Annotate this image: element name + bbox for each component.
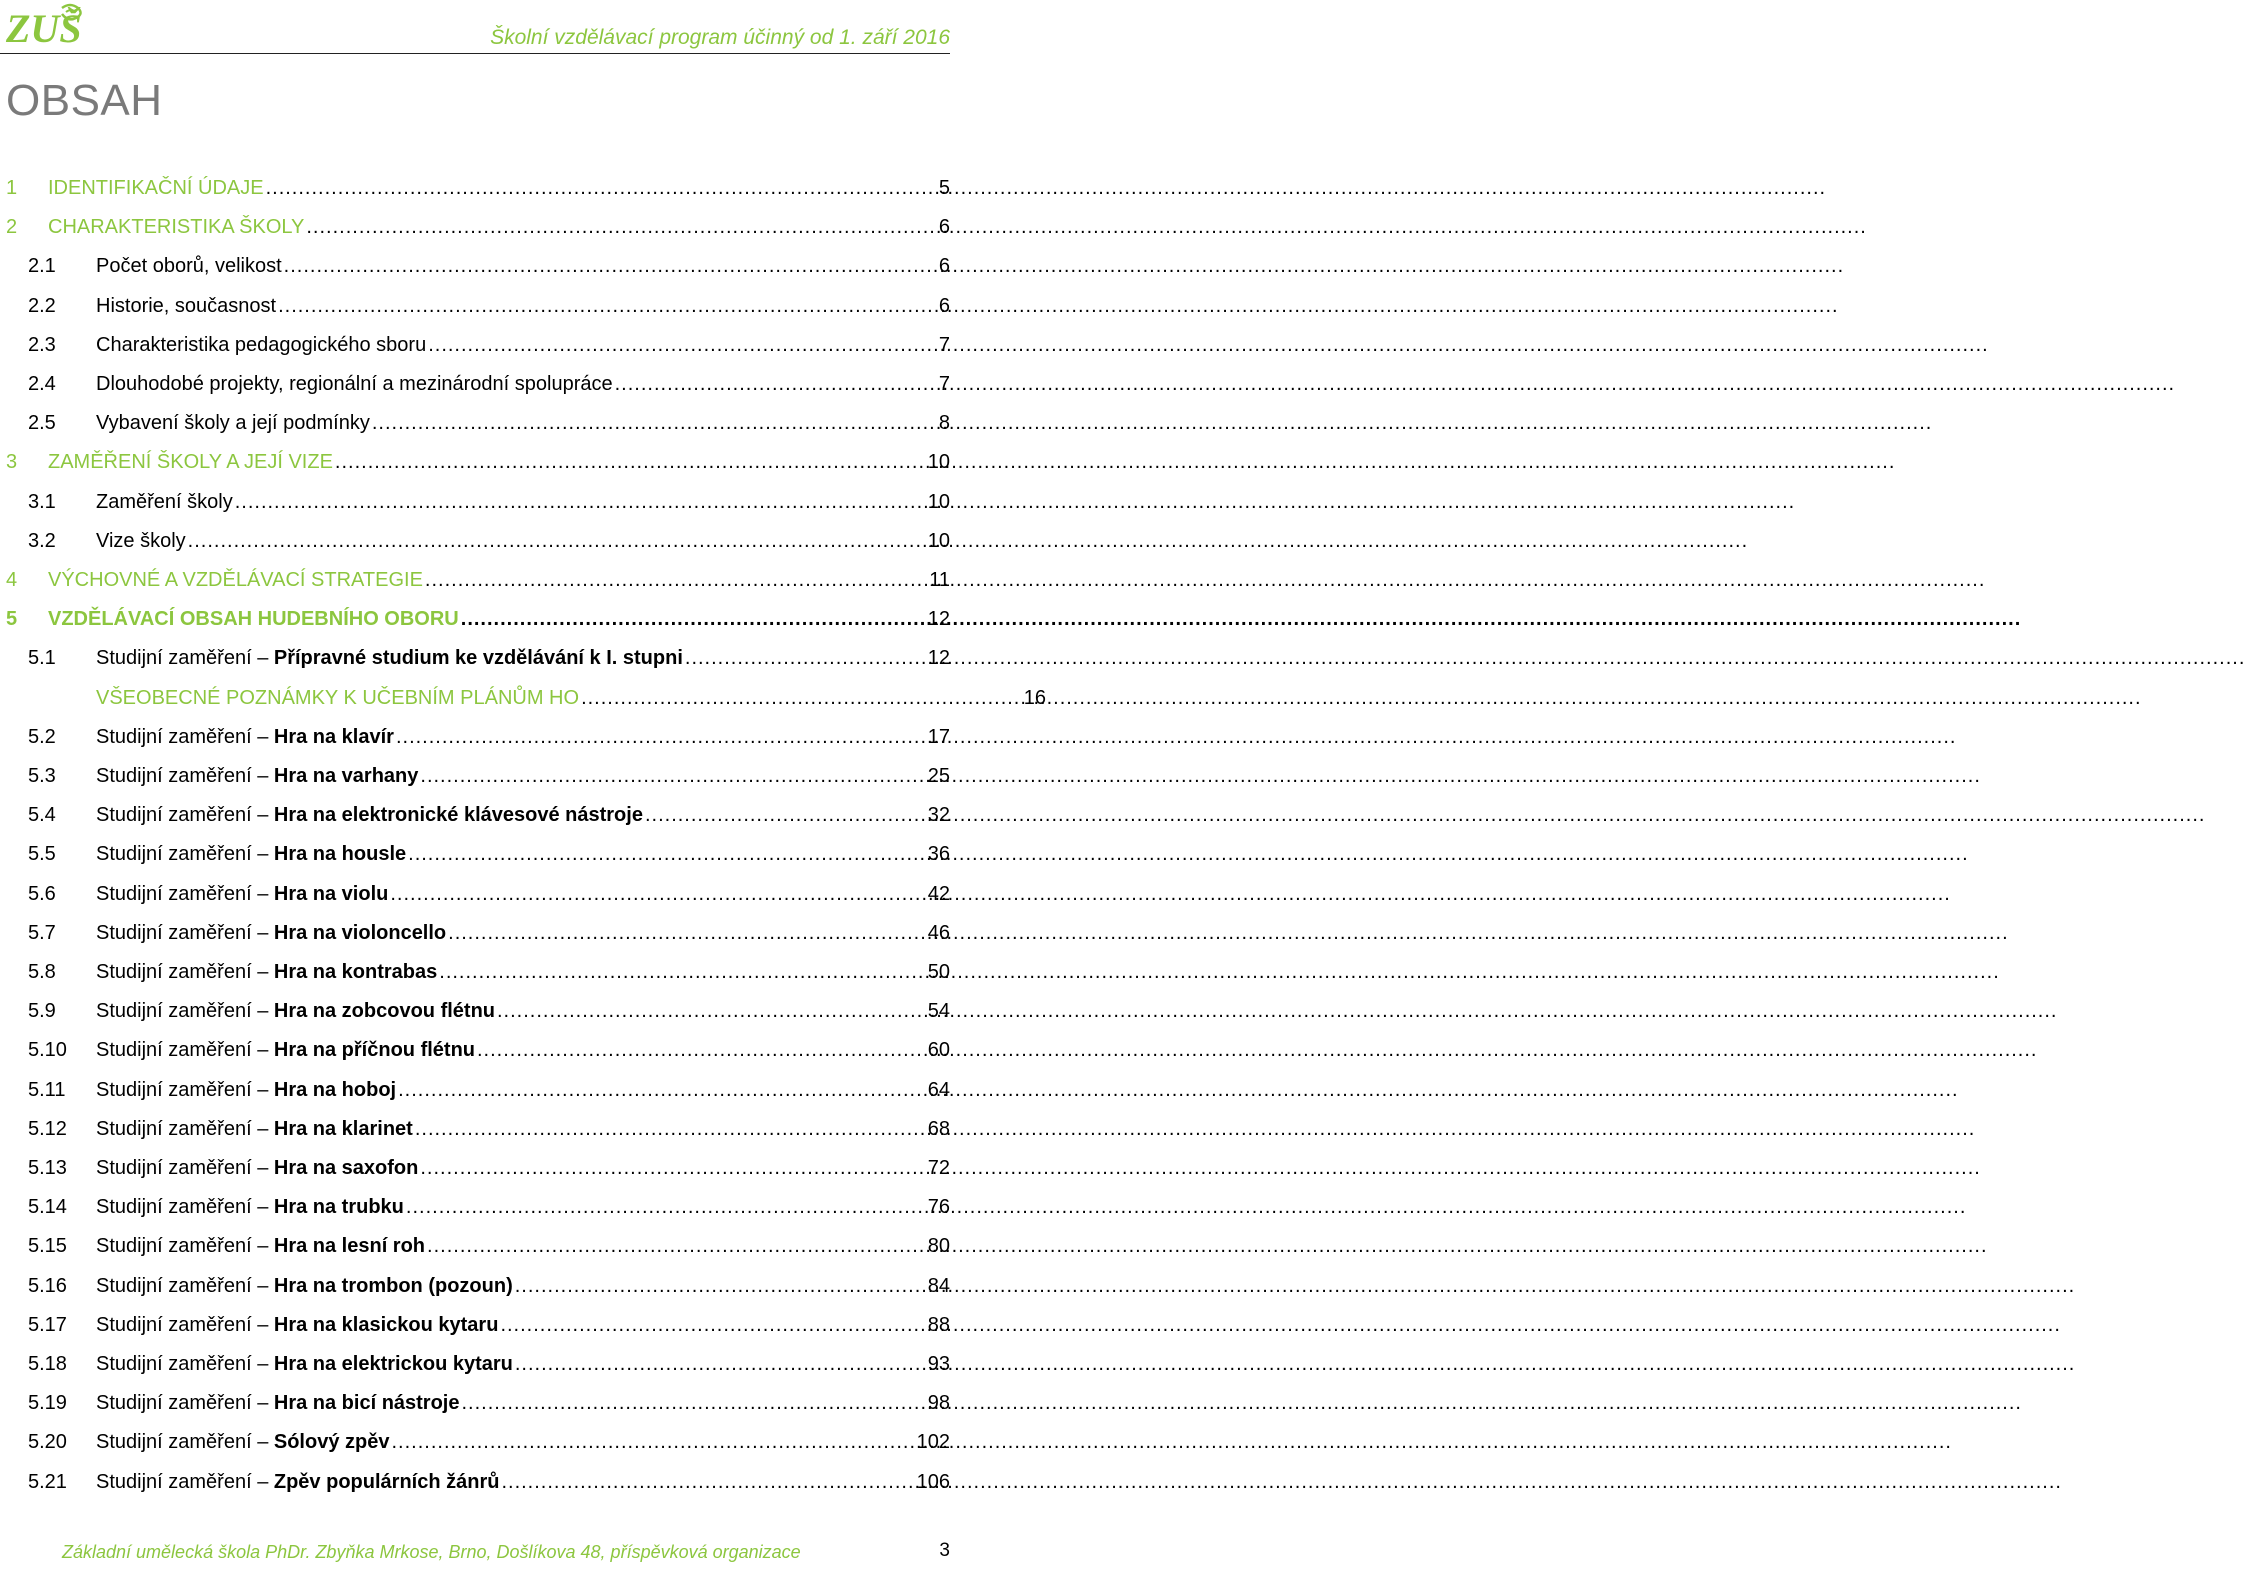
toc-entry-prefix: Studijní zaměření – [96,921,274,944]
toc-entry-prefix: Studijní zaměření – [96,1196,274,1219]
toc-entry[interactable] [0,993,950,1023]
toc-entry-page: 46 [927,921,950,944]
toc-entry-page: 88 [927,1313,950,1336]
toc-dot-leader [390,882,925,906]
toc-entry-prefix: Studijní zaměření – [96,1039,274,1062]
toc-entry-prefix: Studijní zaměření – [96,1078,274,1101]
toc-entry-number: 2.3 [28,333,56,356]
toc-dot-leader [420,1156,925,1180]
toc-dot-leader [645,803,926,827]
toc-dot-leader [391,1430,914,1454]
toc-entry-number: 5.13 [28,1157,67,1179]
toc-entry-title: Vybavení školy a její podmínky [96,412,370,435]
toc-entry[interactable] [0,209,950,239]
toc-entry-number: 3 [6,451,18,474]
toc-entry-subject: Hra na zobcovou flétnu [273,1000,495,1023]
toc-entry-page: 84 [927,1274,950,1297]
toc-entry-title [96,803,643,827]
toc-entry-title: Historie, současnost [96,294,277,317]
toc-entry-subject: Hra na kontrabas [273,961,438,983]
toc-entry-number: 5.20 [28,1431,67,1454]
toc-entry-subject: Hra na housle [273,843,407,866]
toc-entry-page: 102 [916,1431,950,1454]
toc-entry-prefix: Studijní zaměření – [96,1392,274,1415]
toc-entry-number: 2.5 [28,412,56,435]
toc-entry-title: Charakteristika pedagogického sboru [96,333,427,356]
toc-dot-leader [439,960,925,984]
toc-entry[interactable] [0,601,950,631]
page-title: OBSAH [6,76,163,125]
toc-entry-title [96,1156,418,1180]
toc-entry-number: 5 [6,608,18,631]
toc-entry-page: 5 [938,177,950,199]
toc-entry-prefix: Studijní zaměření – [96,647,274,670]
toc-entry[interactable] [0,797,950,827]
toc-entry-page: 54 [927,1000,950,1023]
toc-entry-prefix: Studijní zaměření – [96,1274,274,1297]
toc-entry-page: 11 [929,569,950,591]
toc-entry-page: 32 [927,804,950,827]
toc-dot-leader [278,294,937,318]
toc-entry-prefix: Studijní zaměření – [96,725,274,748]
toc-entry-title [96,1352,513,1376]
toc-entry-number: 5.18 [28,1353,67,1375]
toc-entry-number: 5.14 [28,1196,67,1219]
toc-entry-number: 5.6 [28,882,56,905]
toc-entry-subject: Zpěv populárních žánrů [273,1470,500,1493]
toc-dot-leader [235,490,926,514]
toc-entry-subject: Hra na trombon (pozoun) [273,1274,513,1297]
toc-dot-leader [448,921,926,945]
toc-dot-leader [396,725,926,749]
toc-dot-leader [515,1274,926,1298]
toc-entry[interactable] [0,1150,950,1180]
toc-entry[interactable] [0,1032,950,1062]
toc-dot-leader [462,1391,926,1415]
toc-dot-leader [428,333,937,357]
toc-entry-title [96,1391,460,1415]
toc-entry[interactable] [0,484,950,514]
toc-entry-title [96,1234,425,1258]
toc-entry-title: Dlouhodobé projekty, regionální a mezinárodní spolupráce [96,373,613,395]
toc-entry-prefix: Studijní zaměření – [96,765,274,787]
toc-entry[interactable] [0,562,950,592]
toc-entry-title [96,1430,389,1454]
toc-entry-subject: Hra na hoboj [273,1078,397,1101]
toc-entry-number: 5.12 [28,1117,67,1140]
toc-entry-subject: Hra na klarinet [273,1117,413,1140]
toc-entry-title: VZDĚLÁVACÍ OBSAH HUDEBNÍHO OBORU [48,608,459,631]
toc-entry-page: 7 [938,333,950,356]
toc-dot-leader [415,1117,926,1141]
toc-entry-number: 2.4 [28,373,56,395]
toc-entry-page: 10 [927,490,950,513]
toc-dot-leader [188,529,926,553]
toc-entry-number: 5.11 [28,1078,66,1101]
toc-entry-title [96,921,446,945]
toc-dot-leader [500,1313,925,1337]
toc-entry-page: 42 [927,882,950,905]
toc-entry-subject: Přípravné studium ke vzdělávání k I. stupni [273,647,683,670]
toc-entry-number: 2.2 [28,294,56,317]
toc-entry-number: 3.1 [28,490,56,513]
toc-entry-prefix: Studijní zaměření – [96,1157,274,1179]
toc-entry[interactable] [0,1385,950,1415]
toc-entry-number: 5.4 [28,804,56,827]
toc-entry-subject: Hra na lesní roh [273,1235,426,1258]
toc-entry[interactable] [0,758,950,788]
toc-entry-prefix: Studijní zaměření – [96,1235,274,1258]
toc-entry[interactable] [0,366,950,396]
toc-entry[interactable] [0,876,950,906]
toc-entry-number: 5.15 [28,1235,67,1258]
toc-entry-title: Počet oborů, velikost [96,255,282,278]
toc-entry[interactable] [0,915,950,945]
toc-entry-subject: Hra na saxofon [273,1157,419,1179]
toc-entry-number: 1 [6,177,18,199]
toc-entry-prefix: Studijní zaměření – [96,804,274,827]
toc-dot-leader [581,686,1022,710]
toc-entry-number: 2 [6,216,18,239]
toc-entry-subject: Hra na klasickou kytaru [273,1313,499,1336]
toc-entry[interactable] [0,1072,950,1102]
toc-entry-page: 60 [927,1039,950,1062]
toc-entry-title [96,764,418,788]
toc-entry[interactable] [0,288,950,318]
toc-entry-number: 5.16 [28,1274,67,1297]
toc-entry-page: 16 [1023,686,1046,709]
toc-entry-page: 25 [927,765,950,787]
toc-entry-subject: Hra na violu [273,882,389,905]
toc-entry-title: ZAMĚŘENÍ ŠKOLY A JEJÍ VIZE [48,451,333,474]
toc-entry-subject: Hra na varhany [273,765,419,787]
toc-entry-page: 36 [927,843,950,866]
toc-entry-number: 3.2 [28,529,56,552]
toc-dot-leader [501,1470,914,1494]
toc-entry-title: Vize školy [96,529,186,552]
toc-entry-title [96,1195,404,1219]
toc-entry-page: 6 [938,255,950,278]
toc-entry-title [96,842,406,866]
toc-dot-leader [408,842,926,866]
toc-entry-page: 17 [927,725,950,748]
toc-entry-page: 72 [927,1157,950,1179]
toc-dot-leader [685,646,926,670]
toc-entry-number: 5.2 [28,725,56,748]
toc-entry-number: 5.1 [28,647,56,670]
toc-dot-leader [372,411,937,435]
toc-dot-leader [420,764,925,788]
toc-dot-leader [406,1195,926,1219]
toc-entry-title [96,1117,413,1141]
toc-entry-title [96,1038,475,1062]
toc-entry-title [96,1078,396,1102]
toc-entry-title [96,882,388,906]
toc-entry-prefix: Studijní zaměření – [96,1117,274,1140]
toc-entry-number: 5.7 [28,921,56,944]
toc-entry-prefix: Studijní zaměření – [96,1353,274,1375]
toc-dot-leader [425,568,927,592]
toc-entry-page: 7 [938,373,950,395]
toc-entry[interactable] [0,170,950,200]
toc-entry[interactable] [0,1346,950,1376]
toc-dot-leader [427,1234,926,1258]
toc-entry-prefix: Studijní zaměření – [96,1431,274,1454]
toc-entry[interactable] [0,1228,950,1258]
toc-entry-title [96,1274,513,1298]
toc-entry-subject: Hra na elektronické klávesové nástroje [273,804,643,827]
toc-entry-prefix: Studijní zaměření – [96,1000,274,1023]
toc-entry-subject: Hra na trubku [273,1196,404,1219]
toc-entry-number: 5.17 [28,1313,67,1336]
toc-entry-number: 5.21 [28,1470,67,1493]
toc-entry-number: 5.8 [28,961,56,983]
toc-entry-number: 5.9 [28,1000,56,1023]
toc-entry[interactable] [0,1268,950,1298]
school-logo [4,2,96,50]
toc-entry[interactable] [0,1307,950,1337]
toc-entry-page: 50 [927,961,950,983]
toc-entry-subject: Hra na příčnou flétnu [273,1039,475,1062]
toc-entry-page: 98 [927,1392,950,1415]
toc-dot-leader [461,607,926,631]
toc-entry-prefix: Studijní zaměření – [96,1470,274,1493]
toc-entry[interactable] [0,444,950,474]
toc-entry[interactable] [0,248,950,278]
toc-entry-title [96,1470,499,1494]
toc-dot-leader [615,372,937,396]
toc-entry-page: 106 [916,1470,950,1493]
toc-dot-leader [515,1352,926,1376]
toc-entry-subject: Hra na bicí nástroje [273,1392,460,1415]
toc-entry[interactable] [0,836,950,866]
toc-entry-page: 12 [927,608,950,631]
toc-entry-number: 5.3 [28,765,56,787]
toc-entry-number: 5.5 [28,843,56,866]
toc-entry-number: 5.10 [28,1039,67,1062]
toc-entry-title [96,960,437,984]
toc-entry-prefix: Studijní zaměření – [96,961,274,983]
toc-entry-number: 5.19 [28,1392,67,1415]
header-title: Školní vzdělávací program účinný od 1. září 2016 [490,26,950,49]
toc-entry[interactable] [0,1189,950,1219]
toc-entry-prefix: Studijní zaměření – [96,843,274,866]
page-header [0,0,960,56]
toc-dot-leader [266,176,937,200]
toc-entry-title: IDENTIFIKAČNÍ ÚDAJE [48,177,264,199]
toc-entry[interactable] [0,680,1046,710]
toc-dot-leader [335,450,926,474]
toc-entry-title: Zaměření školy [96,490,233,513]
toc-entry-page: 6 [938,216,950,239]
toc-dot-leader [306,215,937,239]
toc-entry-page: 64 [927,1078,950,1101]
toc-entry-subject: Sólový zpěv [273,1431,390,1454]
toc-entry-title [96,725,394,749]
toc-entry-title: CHARAKTERISTIKA ŠKOLY [48,216,305,239]
toc-entry-number: 4 [6,569,18,591]
toc-entry[interactable] [0,523,950,553]
toc-entry[interactable] [0,405,950,435]
toc-entry-number: 2.1 [28,255,56,278]
toc-entry[interactable] [0,1424,950,1454]
toc-entry[interactable] [0,1464,950,1494]
toc-entry-page: 8 [938,412,950,435]
toc-entry-page: 12 [927,647,950,670]
toc-entry-page: 10 [927,451,950,474]
toc-entry-title [96,999,495,1023]
toc-entry-page: 76 [927,1196,950,1219]
toc-entry[interactable] [0,1111,950,1141]
toc-entry-page: 10 [927,529,950,552]
toc-entry[interactable] [0,954,950,984]
toc-entry-page: 93 [927,1353,950,1375]
toc-entry-subject: Hra na violoncello [273,921,447,944]
toc-dot-leader [284,254,937,278]
toc-entry-prefix: Studijní zaměření – [96,1313,274,1336]
toc-entry-prefix: Studijní zaměření – [96,882,274,905]
toc-entry[interactable] [0,327,950,357]
header-divider [0,53,950,54]
page-number: 3 [939,1540,950,1561]
toc-dot-leader [477,1038,926,1062]
toc-entry-page: 68 [927,1117,950,1140]
toc-entry-title: VŠEOBECNÉ POZNÁMKY K UČEBNÍM PLÁNŮM HO [96,686,580,709]
toc-entry-page: 80 [927,1235,950,1258]
toc-entry-title: VÝCHOVNÉ A VZDĚLÁVACÍ STRATEGIE [48,569,423,591]
toc-entry-subject: Hra na klavír [273,725,394,748]
toc-entry-subject: Hra na elektrickou kytaru [273,1353,513,1375]
toc-entry[interactable] [0,719,950,749]
toc-entry-title [96,646,683,670]
toc-entry-page: 6 [938,294,950,317]
logo-text: ZUŠ [6,6,82,51]
toc-dot-leader [398,1078,926,1102]
toc-entry-title [96,1313,498,1337]
toc-entry[interactable] [0,640,950,670]
toc-dot-leader [497,999,926,1023]
footer-text: Základní umělecká škola PhDr. Zbyňka Mrkose, Brno, Došlíkova 48, příspěvková organizace [62,1542,801,1562]
